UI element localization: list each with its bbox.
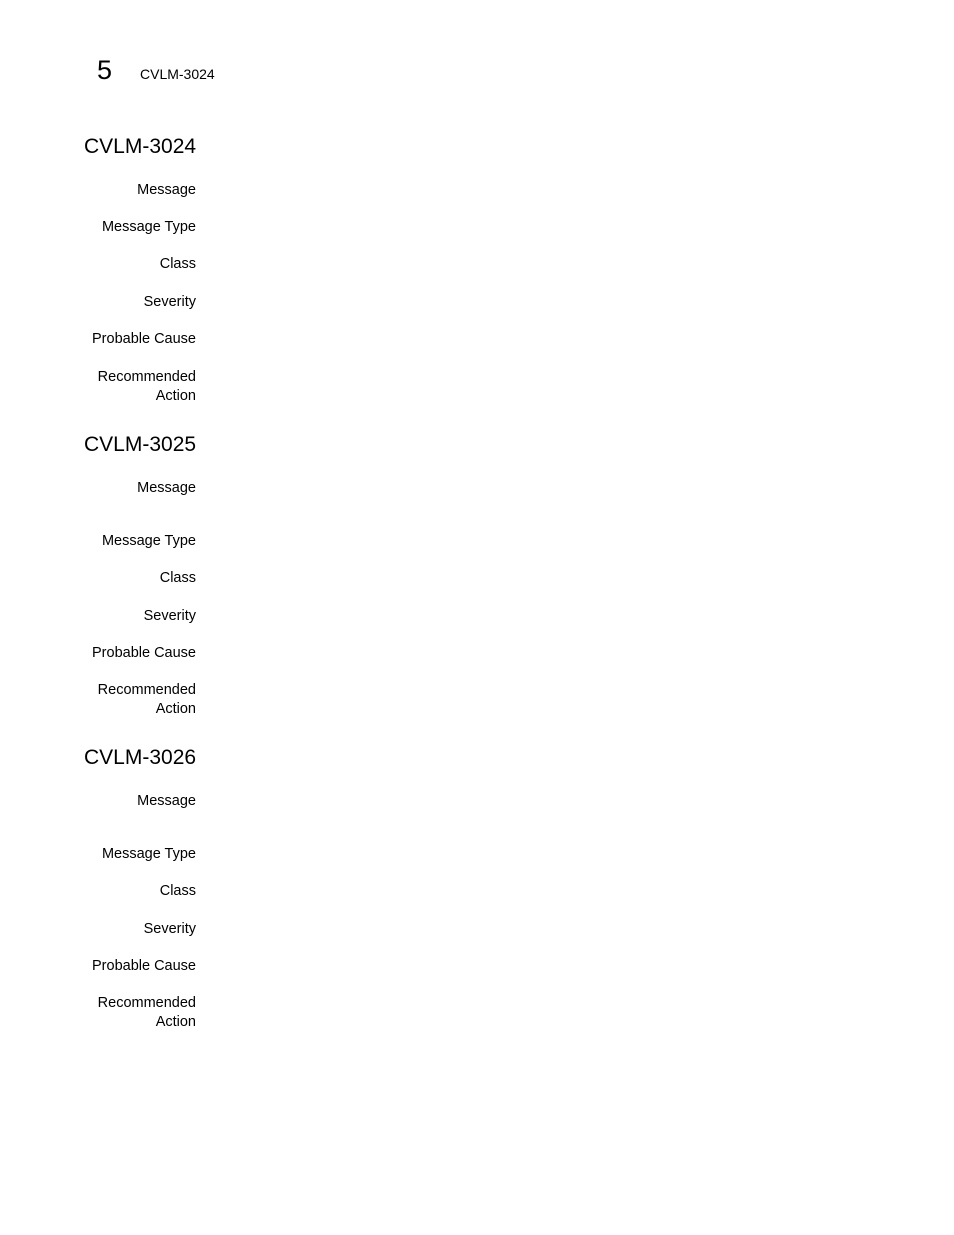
class-label: Class [159, 256, 196, 272]
running-header-title: CVLM-3024 [140, 66, 215, 82]
message-type-label: Message Type [101, 533, 196, 549]
page-header [0, 0, 954, 100]
section-title: CVLM-3026 [84, 746, 197, 769]
message-type-label: Message Type [101, 219, 196, 235]
chapter-number: 5 [97, 55, 113, 85]
recommended-action-label: Recommended Action [97, 369, 196, 404]
probable-cause-label: Probable Cause [92, 331, 196, 347]
class-label: Class [159, 570, 196, 586]
message-type-label: Message Type [101, 846, 196, 862]
recommended-action-label: Recommended Action [97, 682, 196, 717]
severity-label: Severity [143, 294, 196, 310]
severity-label: Severity [143, 921, 196, 937]
message-label: Message [137, 793, 196, 809]
severity-label: Severity [143, 608, 196, 624]
probable-cause-label: Probable Cause [92, 958, 196, 974]
class-label: Class [159, 883, 196, 899]
message-label: Message [137, 182, 196, 198]
section-title: CVLM-3024 [84, 135, 197, 158]
recommended-action-label: Recommended Action [97, 995, 196, 1030]
message-label: Message [137, 480, 196, 496]
section-title: CVLM-3025 [84, 433, 197, 456]
probable-cause-label: Probable Cause [92, 645, 196, 661]
